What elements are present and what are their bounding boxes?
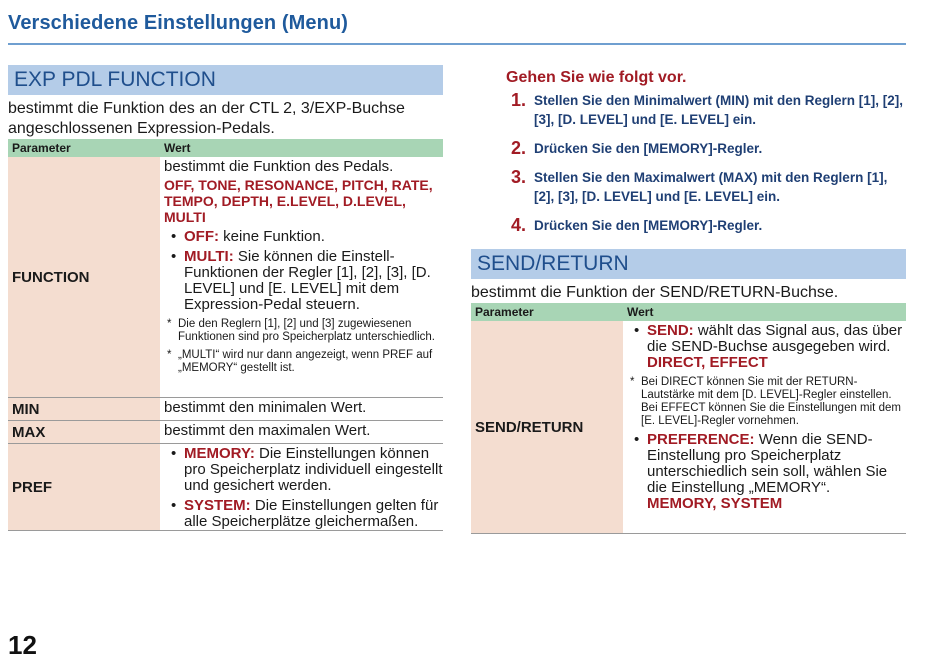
table-row-min (8, 398, 443, 421)
function-values: OFF, TONE, RESONANCE, PITCH, RATE, TEMPO, DEPTH, E.LEVEL, D.LEVEL, MULTI (164, 177, 433, 225)
table-row-send-return (471, 321, 906, 534)
column-header-parameter: Parameter (12, 141, 71, 155)
param-send-return: SEND/RETURN (471, 321, 623, 533)
param-function: FUNCTION (8, 157, 160, 397)
send-return-table (471, 303, 906, 534)
bullet-text: Wenn die SEND-Einstellung pro Speicherplatz unterschiedlich sein soll, wählen Sie die Einstellung „MEMORY“. (647, 431, 888, 496)
step-text: Drücken Sie den [MEMORY]-Regler. (534, 141, 763, 156)
procedure-title: Gehen Sie wie folgt vor. (506, 69, 687, 86)
procedure-step-4 (471, 216, 906, 235)
table-row-max (8, 421, 443, 444)
bullet-icon: • (171, 497, 177, 514)
step-text: Drücken Sie den [MEMORY]-Regler. (534, 218, 763, 233)
step-number: 2. (510, 138, 526, 158)
procedure-step-2 (471, 139, 906, 158)
procedure-step-1 (471, 91, 906, 129)
bullet-send (627, 323, 906, 371)
bullet-icon: • (171, 248, 177, 265)
bullet-icon: • (171, 228, 177, 245)
bullet-text: Die Einstellungen können pro Speicherplatz individuell eingestellt und gesichert werden. (184, 445, 443, 494)
title-divider (8, 43, 906, 45)
table-row-function (8, 157, 443, 398)
function-intro: bestimmt die Funktion des Pedals. (164, 158, 394, 175)
bullet-icon: • (171, 445, 177, 462)
step-number: 1. (510, 90, 526, 110)
bullet-multi (164, 249, 443, 313)
bullet-text: Sie können die Einstell-Funktionen der Regler [1], [2], [3], [D. LEVEL] und [E. LEVEL] mit dem Expression-Pedal steuern. (184, 248, 431, 313)
send-return-description: bestimmt die Funktion der SEND/RETURN-Buchse. (471, 284, 839, 301)
note-icon: * (167, 318, 172, 330)
step-number: 4. (510, 215, 526, 235)
column-header-value: Wert (164, 141, 191, 155)
bullet-key: MULTI: (184, 248, 234, 265)
bullet-text: keine Funktion. (223, 228, 325, 245)
page-number: 12 (8, 630, 37, 660)
bullet-memory (164, 446, 443, 494)
right-column (471, 65, 906, 534)
procedure-steps (471, 91, 906, 235)
value-send-return (627, 321, 906, 533)
exp-pdl-section (8, 65, 443, 531)
param-max: MAX (8, 421, 160, 443)
page-title: Verschiedene Einstellungen (Menu) (8, 12, 349, 34)
bullet-key: MEMORY: (184, 445, 255, 462)
step-text: Stellen Sie den Maximalwert (MAX) mit den Reglern [1], [2], [3], [D. LEVEL] und [E. LEVEL] ein. (534, 170, 888, 204)
table-row-pref (8, 444, 443, 531)
bullet-system (164, 498, 443, 530)
note-text: Bei DIRECT können Sie mit der RETURN-Lautstärke mit dem [D. LEVEL]-Regler einstellen. Bei EFFECT können Sie die Einstellungen mit dem [E. LEVEL]-Regler vornehmen. (641, 376, 901, 427)
column-header-value: Wert (627, 305, 654, 319)
bullet-key: SYSTEM: (184, 497, 251, 514)
param-pref: PREF (8, 444, 160, 530)
value-max: bestimmt den maximalen Wert. (164, 422, 371, 439)
bullet-text: Die Einstellungen gelten für alle Speicherplätze gleichermaßen. (184, 497, 439, 530)
note-icon: * (167, 349, 172, 361)
bullet-icon: • (634, 322, 640, 339)
bullet-off (164, 229, 443, 245)
note-icon: * (630, 376, 635, 388)
value-function (164, 157, 443, 397)
step-number: 3. (510, 167, 526, 187)
exp-pdl-table (8, 139, 443, 531)
step-text: Stellen Sie den Minimalwert (MIN) mit den Reglern [1], [2], [3], [D. LEVEL] und [E. LEVEL] ein. (534, 93, 904, 127)
note-text: Die den Reglern [1], [2] und [3] zugewiesenen Funktionen sind pro Speicherplatz unterschiedlich. (178, 318, 435, 343)
param-min: MIN (8, 398, 160, 420)
bullet-icon: • (634, 431, 640, 448)
exp-pdl-description: bestimmt die Funktion des an der CTL 2, 3/EXP-Buchse angeschlossenen Expression-Pedals. (8, 100, 405, 137)
bullet-key: OFF: (184, 228, 219, 245)
column-header-parameter: Parameter (475, 305, 534, 319)
bullet-text: wählt das Signal aus, das über die SEND-Buchse ausgegeben wird. (647, 322, 903, 355)
bullet-key: SEND: (647, 322, 694, 339)
procedure-step-3 (471, 168, 906, 206)
bullet-preference (627, 432, 906, 512)
note-function-2 (164, 349, 443, 375)
table-header (471, 303, 906, 321)
note-text: „MULTI“ wird nur dann angezeigt, wenn PREF auf „MEMORY“ gestellt ist. (178, 349, 433, 374)
note-function-1 (164, 318, 443, 344)
send-values: DIRECT, EFFECT (647, 354, 768, 371)
preference-values: MEMORY, SYSTEM (647, 495, 783, 512)
value-pref (164, 444, 443, 530)
value-min: bestimmt den minimalen Wert. (164, 399, 367, 416)
bullet-key: PREFERENCE: (647, 431, 755, 448)
note-send (627, 376, 906, 428)
section-heading-exp-pdl: EXP PDL FUNCTION (8, 65, 443, 95)
section-heading-send-return: SEND/RETURN (471, 249, 906, 279)
table-header (8, 139, 443, 157)
